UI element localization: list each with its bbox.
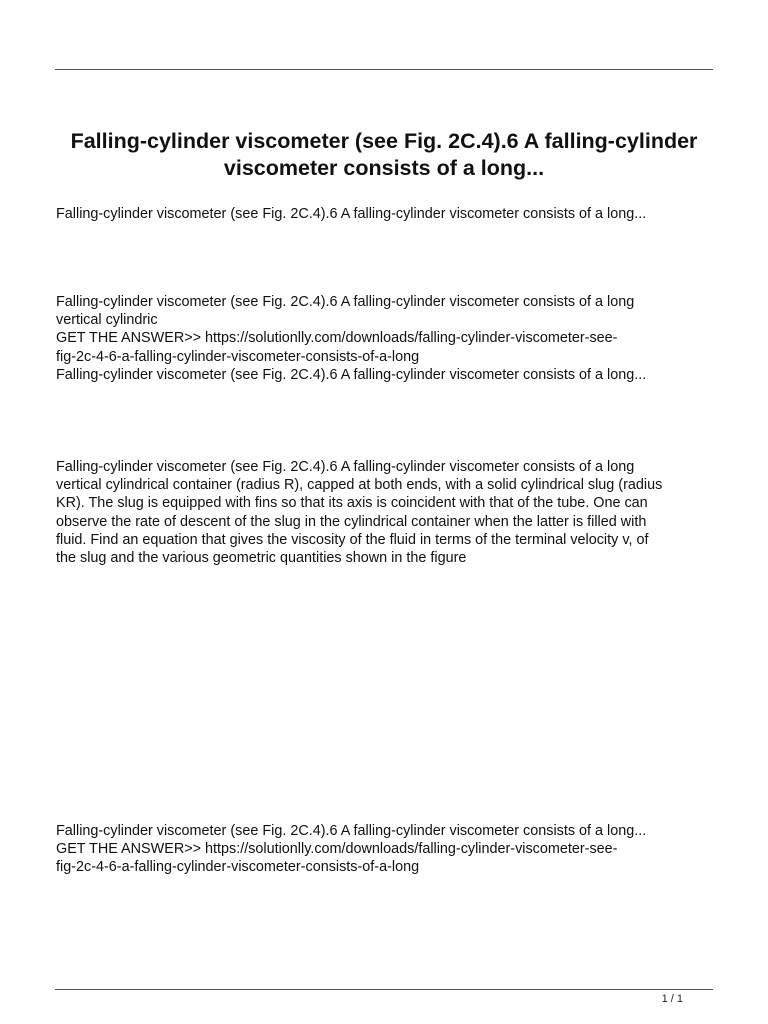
text-line: Falling-cylinder viscometer (see Fig. 2C.4).6 A falling-cylinder viscometer consists of a long... <box>56 366 647 383</box>
text-line: Falling-cylinder viscometer (see Fig. 2C.4).6 A falling-cylinder viscometer consists of a long <box>56 459 635 475</box>
summary-line: Falling-cylinder viscometer (see Fig. 2C.4).6 A falling-cylinder viscometer consists of a long... <box>56 206 647 222</box>
text-line: fluid. Find an equation that gives the viscosity of the fluid in terms of the terminal velocity v, of <box>56 531 649 548</box>
page-number: 1 / 1 <box>661 993 683 1005</box>
summary-paragraph <box>56 205 721 223</box>
answer-link-block <box>56 293 721 384</box>
answer-link-line[interactable]: fig-2c-4-6-a-falling-cylinder-viscometer-consists-of-a-long <box>56 348 420 365</box>
answer-link-line[interactable]: GET THE ANSWER>> https://solutionlly.com/downloads/falling-cylinder-viscometer-see- <box>56 841 618 858</box>
answer-link-line[interactable]: fig-2c-4-6-a-falling-cylinder-viscometer-consists-of-a-long <box>56 859 420 876</box>
text-line: KR). The slug is equipped with fins so that its axis is coincident with that of the tube. One can <box>56 495 648 512</box>
answer-link-line[interactable]: GET THE ANSWER>> https://solutionlly.com/downloads/falling-cylinder-viscometer-see- <box>56 330 618 347</box>
text-line: vertical cylindric <box>56 312 158 329</box>
top-divider <box>55 69 713 70</box>
text-line: Falling-cylinder viscometer (see Fig. 2C.4).6 A falling-cylinder viscometer consists of a long... <box>56 823 647 839</box>
text-line: vertical cylindrical container (radius R), capped at both ends, with a solid cylindrical slug (radius <box>56 477 663 494</box>
footer-answer-block <box>56 822 721 877</box>
text-line: the slug and the various geometric quantities shown in the figure <box>56 550 467 567</box>
text-line: Falling-cylinder viscometer (see Fig. 2C.4).6 A falling-cylinder viscometer consists of a long <box>56 294 635 310</box>
problem-statement <box>56 458 721 567</box>
text-line: observe the rate of descent of the slug in the cylindrical container when the latter is filled with <box>56 513 647 530</box>
page-title: Falling-cylinder viscometer (see Fig. 2C.4).6 A falling-cylinder viscometer consists of a long... <box>70 129 698 180</box>
bottom-divider <box>55 989 713 990</box>
